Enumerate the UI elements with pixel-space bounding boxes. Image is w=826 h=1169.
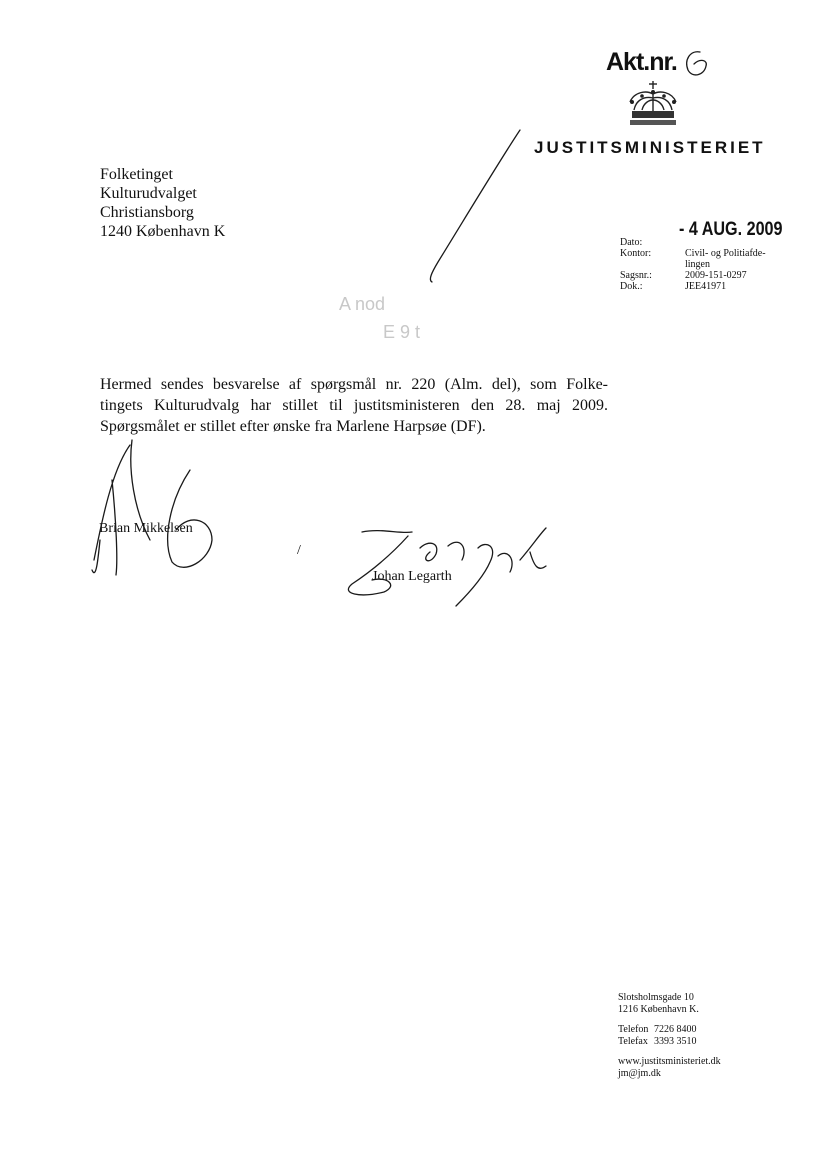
diagonal-pen-stroke <box>430 130 520 282</box>
sender-footer <box>618 992 721 1088</box>
doc-value: JEE41971 <box>685 281 727 292</box>
minister-signature <box>94 440 212 575</box>
official-signature <box>348 528 546 606</box>
signature-separator: / <box>297 543 301 558</box>
footer-email-link[interactable]: jm@jm.dk <box>618 1068 661 1079</box>
doc-label: Dok.: <box>620 281 643 292</box>
footer-city: 1216 København K. <box>618 1004 699 1015</box>
footer-street: Slotsholmsgade 10 <box>618 992 694 1003</box>
akt-number-handwritten <box>687 52 707 75</box>
body-line: Spørgsmålet er stillet efter ønske fra Marlene Harpsøe (DF). <box>100 418 486 435</box>
body-line: tingets Kulturudvalg har stillet til justitsministeren den 28. maj 2009. <box>100 397 608 414</box>
body-line: Hermed sendes besvarelse af spørgsmål nr. 220 (Alm. del), som Folke- <box>100 376 608 393</box>
ministry-title: JUSTITSMINISTERIET <box>534 138 766 157</box>
signer-name-minister: Brian Mikkelsen <box>99 521 193 536</box>
akt-nr-label: Akt.nr. <box>606 48 677 76</box>
phone-value: 7226 8400 <box>654 1024 697 1035</box>
signer-name-official: Johan Legarth <box>372 569 452 584</box>
case-value: 2009-151-0297 <box>685 270 747 281</box>
date-label: Dato: <box>620 237 643 248</box>
footer-website-link[interactable]: www.justitsministeriet.dk <box>618 1056 721 1067</box>
office-value: Civil- og Politiafde- <box>685 248 766 259</box>
fax-value: 3393 3510 <box>654 1036 697 1047</box>
recipient-line: Christiansborg <box>100 204 194 221</box>
recipient-line: Kulturudvalget <box>100 185 197 202</box>
phone-label: Telefon <box>618 1024 649 1035</box>
faint-stamp-line: E 9 t <box>383 322 421 342</box>
faint-stamp-line: A nod <box>339 294 386 314</box>
office-value-cont: lingen <box>685 259 710 270</box>
recipient-line: 1240 København K <box>100 223 226 240</box>
minister-signature-tail <box>92 540 100 573</box>
recipient-line: Folketinget <box>100 166 173 183</box>
office-label: Kontor: <box>620 248 652 259</box>
date-stamp: - 4 AUG. 2009 <box>679 219 783 240</box>
case-label: Sagsnr.: <box>620 270 652 281</box>
fax-label: Telefax <box>618 1036 648 1047</box>
